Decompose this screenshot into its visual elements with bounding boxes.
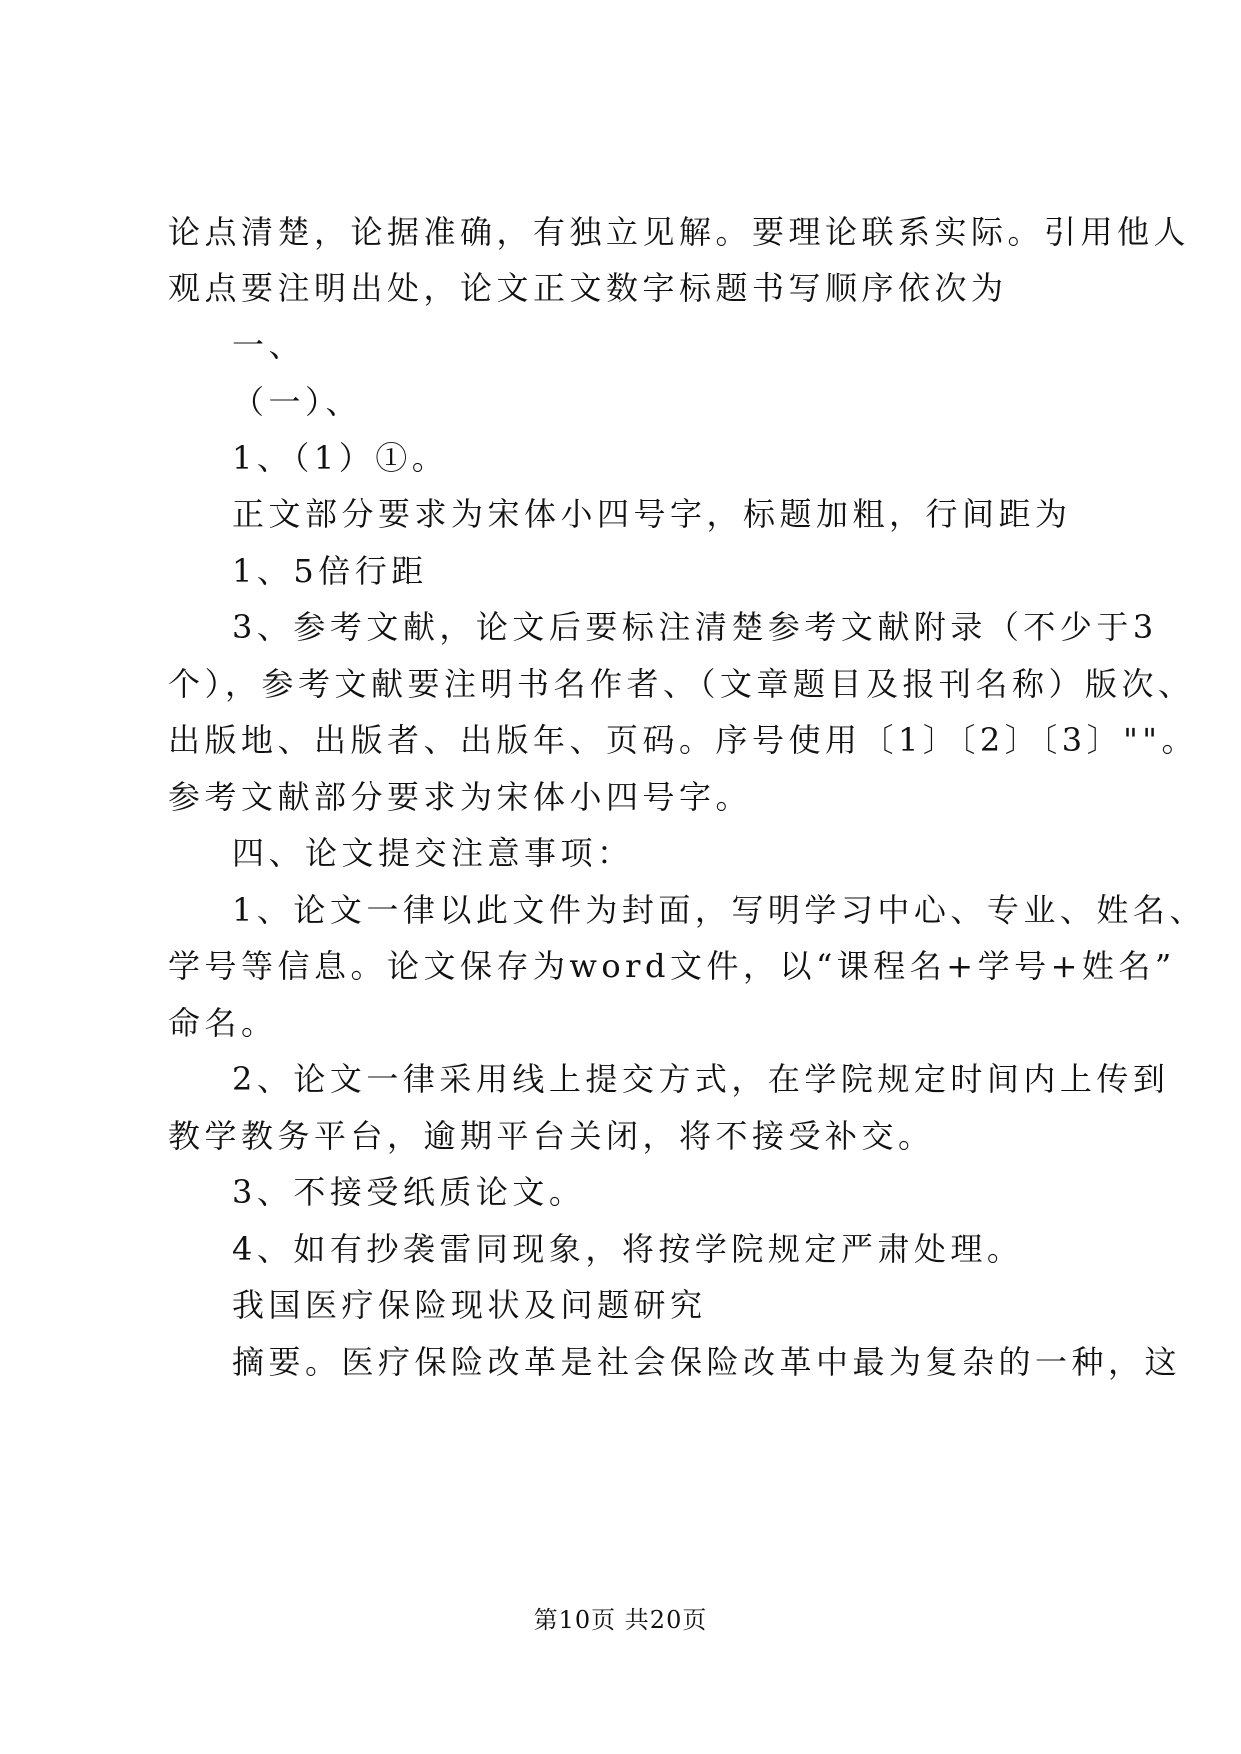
heading-numbering-level3: 1、（1）①。 [232, 439, 449, 477]
body-line: 4、如有抄袭雷同现象，将按学院规定严肃处理。 [232, 1230, 1024, 1268]
body-line: 2、论文一律采用线上提交方式，在学院规定时间内上传到 [232, 1060, 1170, 1098]
page-number-footer: 第10页 共20页 [533, 1606, 708, 1634]
body-line: 参考文献部分要求为宋体小四号字。 [168, 778, 753, 816]
paper-title: 我国医疗保险现状及问题研究 [232, 1286, 707, 1324]
body-line: 观点要注明出处，论文正文数字标题书写顺序依次为 [168, 269, 1008, 307]
body-line: 教学教务平台，逾期平台关闭，将不接受补交。 [168, 1117, 935, 1155]
body-line: 出版地、出版者、出版年、页码。序号使用〔1〕〔2〕〔3〕""。 [168, 721, 1199, 759]
body-line: 学号等信息。论文保存为word文件，以“课程名+学号+姓名” [168, 947, 1176, 985]
section-heading: 四、论文提交注意事项： [232, 834, 634, 872]
body-line: 1、论文一律以此文件为封面，写明学习中心、专业、姓名、 [232, 891, 1206, 929]
body-line: 正文部分要求为宋体小四号字，标题加粗，行间距为 [232, 495, 1072, 533]
abstract-line: 摘要。医疗保险改革是社会保险改革中最为复杂的一种，这 [232, 1343, 1182, 1381]
body-line: 1、5倍行距 [232, 552, 428, 590]
heading-numbering-level2: （一）、 [232, 383, 363, 421]
body-line: 命名。 [168, 1004, 278, 1042]
body-line: 论点清楚，论据准确，有独立见解。要理论联系实际。引用他人 [168, 213, 1191, 251]
heading-numbering-level1: 一、 [232, 326, 306, 364]
body-line: 3、参考文献，论文后要标注清楚参考文献附录（不少于3 [232, 608, 1158, 646]
body-line: 个），参考文献要注明书名作者、（文章题目及报刊名称）版次、 [168, 665, 1195, 703]
body-line: 3、不接受纸质论文。 [232, 1173, 586, 1211]
